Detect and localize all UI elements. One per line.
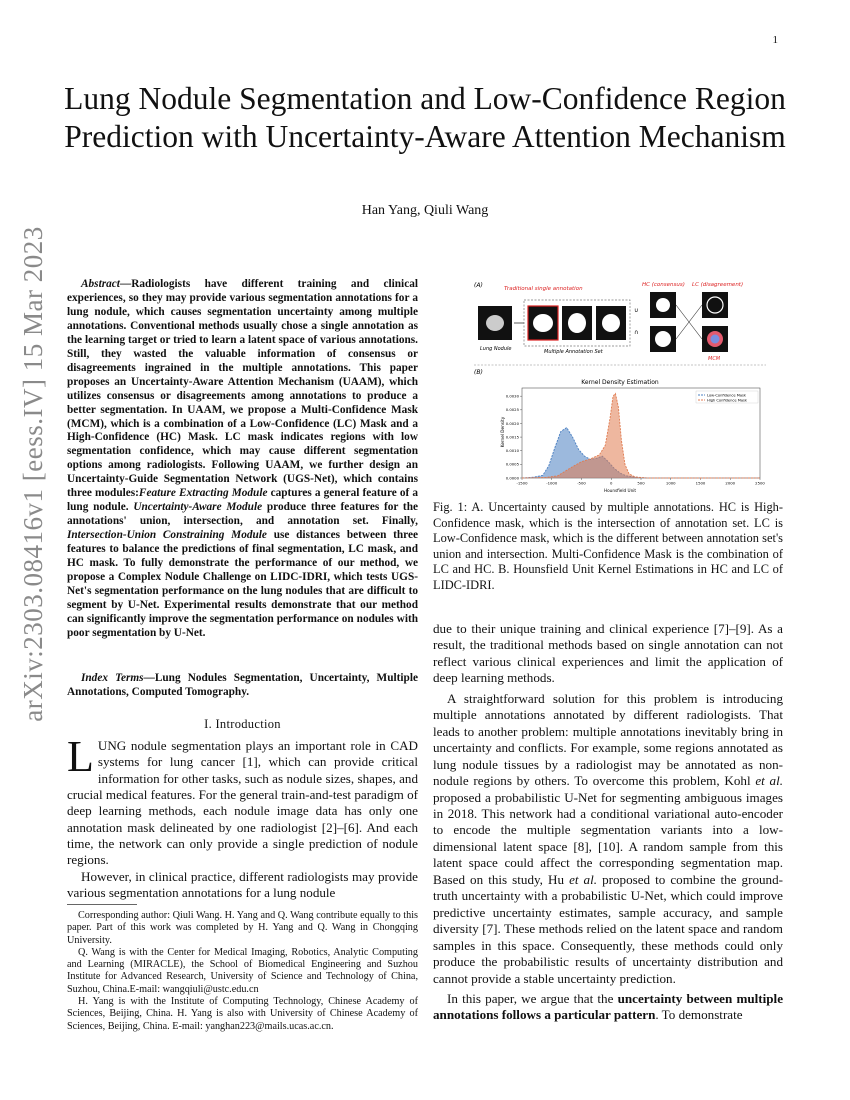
etal-1: et al. <box>755 773 783 789</box>
index-terms-text: Lung Nodules Segmentation, Uncertainty, Multiple Annotations, Computed Tomography. <box>67 672 418 698</box>
intro-p2: However, in clinical practice, different radiologists may provide various segmentation annotations for a lung nodule <box>67 868 418 901</box>
x-tick-label: -1500 <box>516 480 528 486</box>
index-terms-label: Index Terms <box>81 672 144 684</box>
right-p2-end: . To demonstrate <box>655 1007 743 1023</box>
x-tick-label: -1000 <box>546 480 558 486</box>
footnote-3: H. Yang is with the Institute of Computing Technology, Chinese Academy of Sciences, Beijing, China. H. Yang is also with University of Chinese Academy of Sciences, Beijing, China. E-mail: yanghan223@mails.ucas.ac.cn. <box>67 996 418 1032</box>
y-tick-label: 0.0025 <box>505 407 519 413</box>
abstract-text-1: Radiologists have different training and clinical experiences, so they may provide various segmentation annotations for a lung nodule, which causes segmentation uncertainty among multiple annotations. Conventional methods usually chose a single annotation as the learning target or tried to learn a latent space of various annotations. Still, they wasted the valuable information of consensus or disagreements ingrained in the multiple annotations. This paper proposes an Uncertainty-Aware Attention Mechanism (UAAM), which utilizes consensus or disagreements among annotations to produce a better segmentation. In UAAM, we propose a Multi-Confidence Mask (MCM), which is a combination of a Low-Confidence (LC) Mask and a High-Confidence (HC) Mask. LC mask indicates regions with low segmentation confidence, which may cause different segmentation options among radiologists. Following UAAM, we further design an Uncertainty-Guide Segmentation Network (UGS-Net), which contains three modules: <box>67 278 418 500</box>
hc-label: HC (consensus) <box>642 282 685 288</box>
footnote-2: Q. Wang is with the Center for Medical Imaging, Robotics, Analytic Computing and Learning (MIRACLE), the School of Biomedical Engineering and Suzhou Institute for Advanced Research, University of Science and Technology of China, Suzhou, China.E-mail: wangqiuli@ustc.edu.cn <box>67 946 418 995</box>
lc-mask <box>702 292 728 318</box>
annotation-1-mask <box>533 314 553 332</box>
authors: Han Yang, Qiuli Wang <box>361 203 489 218</box>
right-p2 <box>433 991 783 1024</box>
x-tick-label: 0 <box>610 480 613 486</box>
x-tick-label: 1500 <box>695 480 706 486</box>
right-p2-a: In this paper, we argue that the <box>447 990 618 1006</box>
section-heading: I. Introduction <box>204 717 281 731</box>
paper-title: Lung Nodule Segmentation and Low-Confidence Region Prediction with Uncertainty-Aware Attention Mechanism <box>64 81 786 154</box>
y-tick-label: 0.0010 <box>505 448 519 454</box>
footnotes <box>67 910 418 1033</box>
footnote-1: Corresponding author: Qiuli Wang. H. Yang and Q. Wang contribute equally to this paper. Part of this work was completed by H. Yang and Q. Wang in Chongqing University. <box>67 910 418 946</box>
introduction-text <box>67 732 418 901</box>
traditional-label: Traditional single annotation <box>504 286 583 292</box>
mcm-label: MCM <box>708 356 721 362</box>
figure-1 <box>470 278 770 493</box>
x-tick-label: 500 <box>637 480 645 486</box>
y-tick-label: 0.0000 <box>505 475 519 481</box>
right-p1-c: proposed to combine the ground-truth uncertainty with a probabilistic U-Net, which could improve predictive uncertainty estimates, sample accuracy, and sample diversity [7]. These methods relied on the latent space and random samples in this space. Consequently, these methods could only produce the probabilistic results of uncertainty distribution and cannot provide a stable uncertainty prediction. <box>433 871 784 986</box>
multiple-annotation-label: Multiple Annotation Set <box>544 349 603 355</box>
abstract-text-3: produce three features for the annotations' union, intersection, and annotation set. Finally, <box>67 501 418 528</box>
right-p1-b: proposed a probabilistic U-Net for segmenting ambiguous images in 2018. This network had a conditional variational auto-encoder to encode the multiple segmentation variants into a low-dimensional latent space [8], [10]. A random sample from this latent space could affect the corresponding segmentation map. Based on this study, Hu <box>433 789 783 887</box>
panel-b-label: (B) <box>474 369 483 376</box>
intro-p1: nodule segmentation plays an important role in CAD systems for lung cancer [1], which can provide critical information for other tasks, such as nodule sizes, shapes, and crucial medical features. For the general train-and-test paradigm of deep learning methods, each nodule image data has only one annotation mask delineated by one radiologist [2]–[6]. And each time, the network can only provide a single prediction of nodule regions. <box>67 738 418 868</box>
right-p1-a: A straightforward solution for this problem is introducing multiple annotations annotated by different radiologists. That leads to another problem: multiple annotations inevitably bring in uncertainty and conflicts. For example, some regions annotated as lung nodule tissues by a radiologist may be annotated as non-nodule regions by others. To overcome this problem, Kohl <box>433 690 783 789</box>
union-symbol: ∪ <box>634 307 639 314</box>
index-terms: Index Terms—Lung Nodules Segmentation, Uncertainty, Multiple Annotations, Computed Tomography. <box>67 672 418 698</box>
right-p1 <box>433 691 783 987</box>
etal-2: et al. <box>569 871 598 887</box>
x-tick-label: 2000 <box>725 480 736 486</box>
intersection-symbol: ∩ <box>634 329 639 336</box>
page-number: 1 <box>772 34 778 46</box>
figure-caption: Fig. 1: A. Uncertainty caused by multiple annotations. HC is High-Confidence mask, which is the intersection of annotation set. LC is Low-Confidence mask, which is the different between annotation set's union and intersection. Multi-Confidence Mask is the combination of LC and HC. B. Hounsfield Unit Kernel Estimations in HC and LC of LIDC-IDRI. <box>433 500 783 592</box>
panel-a-label: (A) <box>474 282 483 289</box>
abstract-label: Abstract <box>81 278 120 290</box>
right-p0: due to their unique training and clinical experience [7]–[9]. As a result, the traditional methods based on single annotation can not reflect various clinical experiences and limit the application of deep learning methods. <box>433 621 783 686</box>
lung-nodule-label: Lung Nodule <box>480 346 512 352</box>
annotation-2-mask <box>568 313 586 333</box>
y-tick-label: 0.0030 <box>505 393 519 399</box>
y-tick-label: 0.0020 <box>505 420 519 426</box>
lc-label: LC (disagreement) <box>692 282 744 288</box>
abstract-uam: Uncertainty-Aware Module <box>133 501 263 514</box>
kde-plot <box>506 388 766 486</box>
arxiv-stamp: arXiv:2303.08416v1 [eess.IV] 15 Mar 2023 <box>18 226 48 722</box>
y-axis-label: Kernel Density <box>500 416 505 448</box>
chart-title: Kernel Density Estimation <box>581 379 659 386</box>
abstract-iucm: Intersection-Union Constraining Module <box>67 529 267 542</box>
x-tick-label: 1000 <box>665 480 676 486</box>
intro-lead: UNG <box>97 738 127 753</box>
y-tick-label: 0.0005 <box>505 461 519 467</box>
x-tick-label: -500 <box>577 480 586 486</box>
nodule-blob <box>486 315 504 331</box>
abstract: Abstract—Radiologists have different training and clinical experiences, so they may provide various segmentation annotations for a lung nodule, which causes segmentation uncertainty among multiple annotations. Conventional methods usually chose a single annotation as the learning target or tried to learn a latent space of various annotations. Still, they wasted the valuable information of consensus or disagreements ingrained in the multiple annotations. This paper proposes an Uncertainty-Aware Attention Mechanism (UAAM), which utilizes consensus or disagreements among annotations to produce a better segmentation. In UAAM, we propose a Multi-Confidence Mask (MCM), which is a combination of a Low-Confidence (LC) Mask and a High-Confidence (HC) Mask. LC mask indicates regions with low segmentation confidence, which may cause different segmentation options among radiologists. Following UAAM, we further design an Uncertainty-Guide Segmentation Network (UGS-Net), which contains three modules:Feature Extracting Module captures a general feature of a lung nodule. Uncertainty-Aware Module produce three features for the annotations' union, intersection, and annotation set. Finally, Intersection-Union Constraining Module use distances between three features to balance the predictions of final segmentation, LC mask, and HC mask. To fully demonstrate the performance of our method, we propose a Complex Nodule Challenge on LIDC-IDRI, which tests UGS-Net's segmentation performance on the lung nodules that are difficult to segment by U-Net. Experimental results demonstrate that our method can significantly improve the segmentation performance on nodules with poor segmentation by U-Net. <box>67 278 419 639</box>
right-p2-bold: uncertainty between multiple annotations follows a particular pattern <box>433 990 783 1023</box>
hc-blob <box>656 298 670 312</box>
legend-label-1: Low-Confidence Mask <box>707 393 746 398</box>
right-column-body <box>433 621 783 1024</box>
y-tick-label: 0.0015 <box>505 434 519 440</box>
x-axis-label: Hounsfield Unit <box>603 488 637 493</box>
legend-label-2: High Confidence Mask <box>707 398 748 403</box>
abstract-fem: Feature Extracting Module <box>138 487 268 500</box>
footnote-rule <box>67 904 137 905</box>
annotation-3-mask <box>602 314 620 332</box>
drop-cap: L <box>67 732 94 781</box>
union-blob <box>655 331 671 347</box>
abstract-text-4: use distances between three features to balance the predictions of final segmentation, LC mask, and HC mask. To fully demonstrate the performance of our method, we propose a Complex Nodule Challenge on LIDC-IDRI, which tests UGS-Net's segmentation performance on the lung nodules that are difficult to segment by U-Net. Experimental results demonstrate that our method can significantly improve the segmentation performance on nodules with poor segmentation by U-Net. <box>67 529 418 639</box>
mcm-inner <box>711 335 720 344</box>
abstract-text-2: captures a general feature of a lung nodule. <box>67 487 419 514</box>
x-tick-label: 2500 <box>755 480 765 486</box>
